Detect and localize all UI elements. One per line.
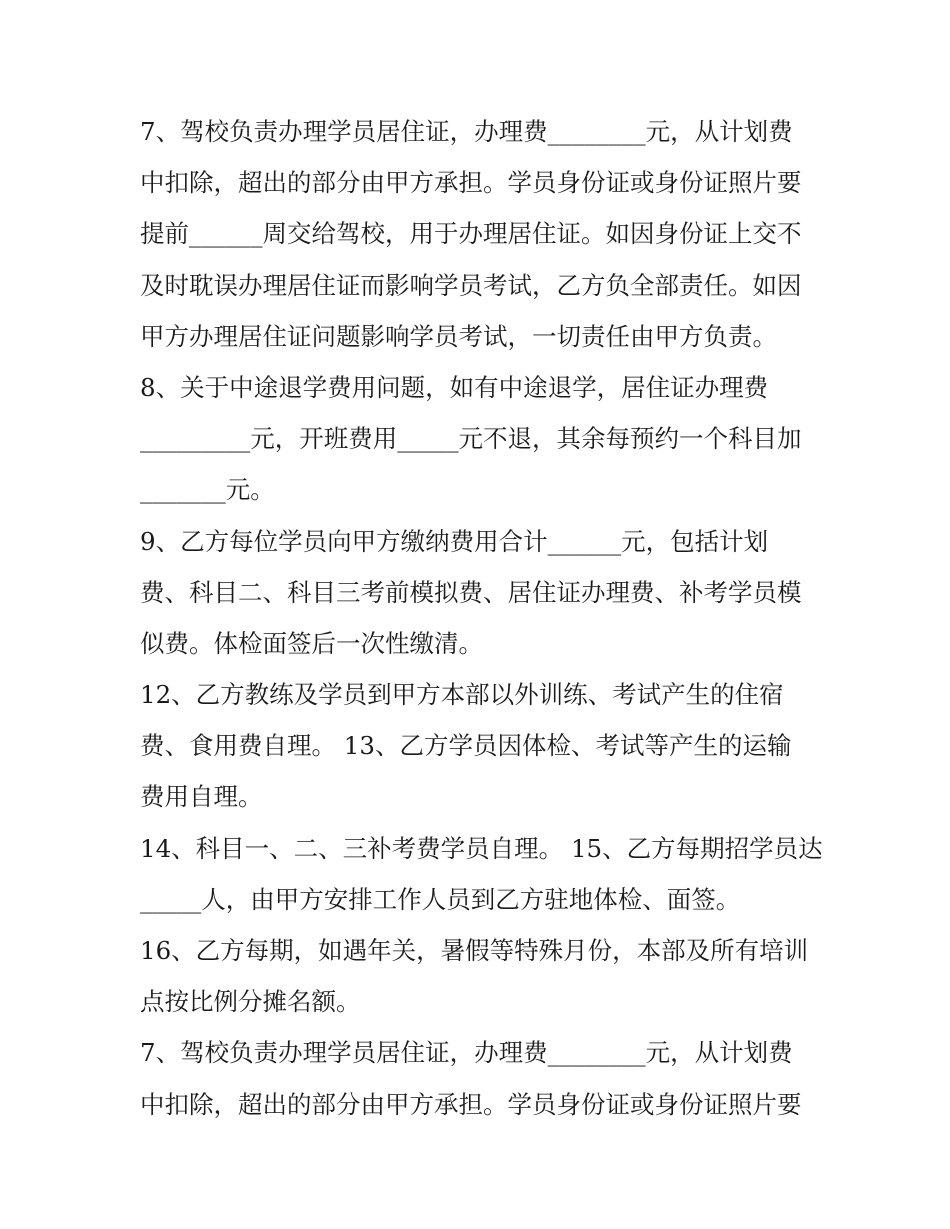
text-line-clause-14-1: 14、科目一、二、三补考费学员自理。 15、乙方每期招学员达 xyxy=(140,833,823,863)
text-line-clause-8-2: _________元，开班费用_____元不退，其余每预约一个科目加 xyxy=(140,424,802,454)
text-line-clause-12-2: 费、食用费自理。 13、乙方学员因体检、考试等产生的运输 xyxy=(140,731,792,761)
text-line-clause-7-1: 7、驾校负责办理学员居住证，办理费________元，从计划费 xyxy=(140,117,793,146)
text-line-clause-15-1: _____人，由甲方安排工作人员到乙方驻地体检、面签。 xyxy=(140,884,741,914)
text-line-clause-16-1: 16、乙方每期，如遇年关，暑假等特殊月份，本部及所有培训 xyxy=(140,936,809,965)
text-line-clause-7-2: 中扣除，超出的部分由甲方承担。学员身份证或身份证照片要 xyxy=(140,168,802,198)
text-line-clause-7-repeat-2: 中扣除，超出的部分由甲方承担。学员身份证或身份证照片要 xyxy=(140,1089,802,1119)
text-line-clause-12-1: 12、乙方教练及学员到甲方本部以外训练、考试产生的住宿 xyxy=(140,680,784,710)
text-line-clause-13-1: 费用自理。 xyxy=(140,782,263,812)
text-line-clause-8-3: _______元。 xyxy=(140,475,275,505)
text-line-clause-7-3: 提前______周交给驾校，用于办理居住证。如因身份证上交不 xyxy=(140,219,802,249)
text-line-clause-9-1: 9、乙方每位学员向甲方缴纳费用合计______元，包括计划 xyxy=(140,526,769,556)
text-line-clause-8-1: 8、关于中途退学费用问题，如有中途退学，居住证办理费 xyxy=(140,372,769,402)
text-line-clause-7-5: 甲方办理居住证问题影响学员考试，一切责任由甲方负责。 xyxy=(140,321,777,351)
text-line-clause-7-repeat-1: 7、驾校负责办理学员居住证，办理费________元，从计划费 xyxy=(140,1038,793,1068)
text-line-clause-7-4: 及时耽误办理居住证而影响学员考试，乙方负全部责任。如因 xyxy=(140,270,802,300)
text-line-clause-16-2: 点按比例分摊名额。 xyxy=(140,987,361,1017)
text-line-clause-9-3: 似费。体检面签后一次性缴清。 xyxy=(140,628,483,658)
document-body xyxy=(140,106,823,1130)
text-line-clause-9-2: 费、科目二、科目三考前模拟费、居住证办理费、补考学员模 xyxy=(140,577,802,607)
